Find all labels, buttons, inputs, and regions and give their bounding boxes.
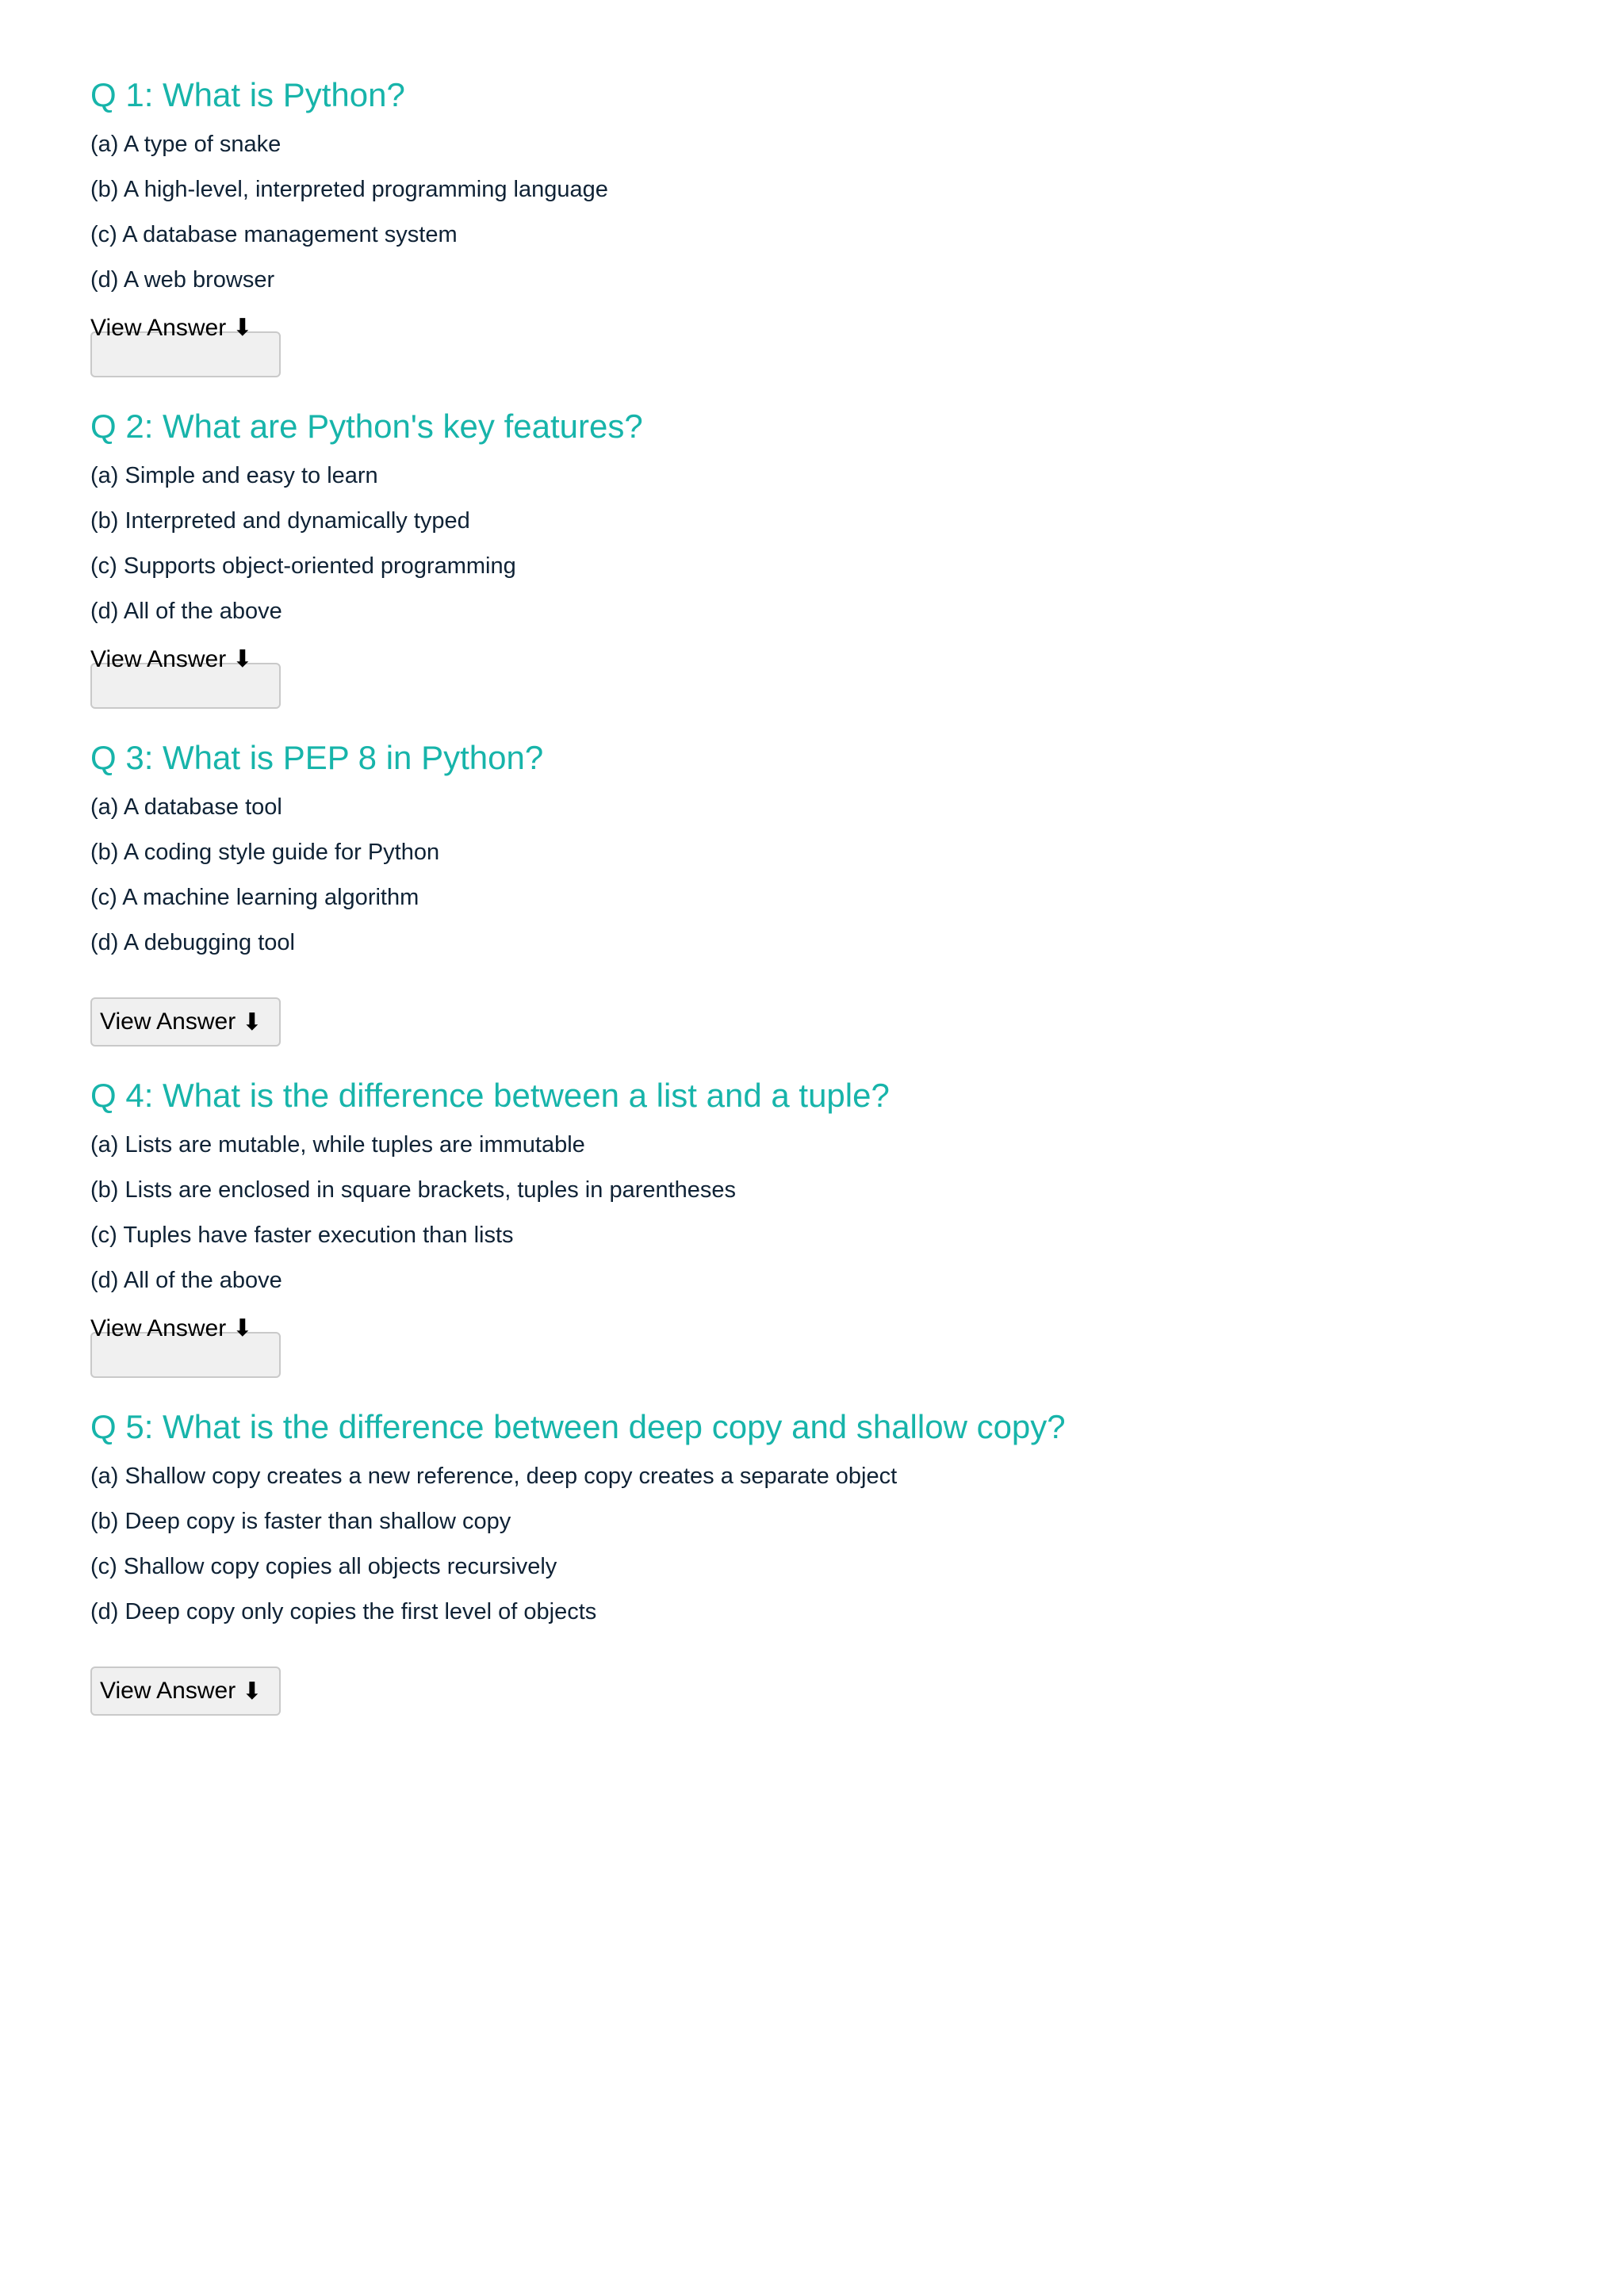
down-arrow-icon: ⬇: [232, 646, 253, 672]
option-b: (b) Lists are enclosed in square brackets, tuples in parentheses: [90, 1177, 737, 1203]
view-answer-button[interactable]: [90, 642, 281, 709]
option-b: (b) Interpreted and dynamically typed: [90, 508, 470, 534]
option-c: (c) Supports object-oriented programming: [90, 553, 516, 579]
question-title: Q 1: What is Python?: [90, 76, 405, 113]
down-arrow-icon: ⬇: [242, 1678, 262, 1705]
option-a: (a) Shallow copy creates a new reference, deep copy creates a separate object: [90, 1464, 898, 1489]
question-title: Q 5: What is the difference between deep copy and shallow copy?: [90, 1408, 1066, 1445]
question-title: Q 4: What is the difference between a list and a tuple?: [90, 1077, 890, 1114]
option-a: (a) Simple and easy to learn: [90, 463, 378, 488]
option-b: (b) A coding style guide for Python: [90, 840, 440, 865]
view-answer-label: View Answer: [90, 1315, 227, 1341]
option-a: (a) A database tool: [90, 794, 282, 820]
view-answer-label: View Answer: [100, 1008, 236, 1035]
option-b: (b) A high-level, interpreted programming language: [90, 177, 608, 202]
option-c: (c) Tuples have faster execution than lists: [90, 1223, 514, 1248]
option-c: (c) Shallow copy copies all objects recursively: [90, 1554, 557, 1579]
question-3: [90, 736, 1518, 1047]
option-d: (d) All of the above: [90, 599, 282, 624]
question-5: [90, 1405, 1518, 1716]
view-answer-label: View Answer: [90, 315, 227, 341]
option-b: (b) Deep copy is faster than shallow copy: [90, 1509, 511, 1534]
option-d: (d) Deep copy only copies the first level of objects: [90, 1599, 597, 1624]
view-answer-button[interactable]: [90, 997, 281, 1047]
view-answer-button[interactable]: [90, 311, 281, 377]
quiz-list: [90, 73, 1518, 1743]
down-arrow-icon: ⬇: [232, 315, 253, 341]
view-answer-button[interactable]: [90, 1667, 281, 1716]
view-answer-label-wrap[interactable]: [90, 642, 252, 677]
view-answer-label-wrap[interactable]: [90, 1311, 252, 1346]
option-c: (c) A machine learning algorithm: [90, 885, 419, 910]
question-2: [90, 404, 1518, 709]
question-4: [90, 1073, 1518, 1378]
option-a: (a) A type of snake: [90, 132, 282, 157]
view-answer-button-box[interactable]: [90, 997, 281, 1047]
view-answer-button-box[interactable]: [90, 1667, 281, 1716]
option-c: (c) A database management system: [90, 222, 458, 247]
view-answer-button[interactable]: [90, 1311, 281, 1378]
view-answer-label: View Answer: [100, 1678, 236, 1704]
down-arrow-icon: ⬇: [232, 1315, 253, 1341]
view-answer-label-wrap[interactable]: [90, 311, 252, 346]
option-d: (d) A web browser: [90, 267, 275, 293]
option-d: (d) All of the above: [90, 1268, 282, 1293]
option-d: (d) A debugging tool: [90, 930, 295, 955]
view-answer-label: View Answer: [90, 646, 227, 672]
down-arrow-icon: ⬇: [242, 1008, 262, 1035]
question-title: Q 3: What is PEP 8 in Python?: [90, 739, 544, 776]
question-1: [90, 73, 1518, 377]
option-a: (a) Lists are mutable, while tuples are immutable: [90, 1132, 585, 1158]
question-title: Q 2: What are Python's key features?: [90, 408, 643, 445]
